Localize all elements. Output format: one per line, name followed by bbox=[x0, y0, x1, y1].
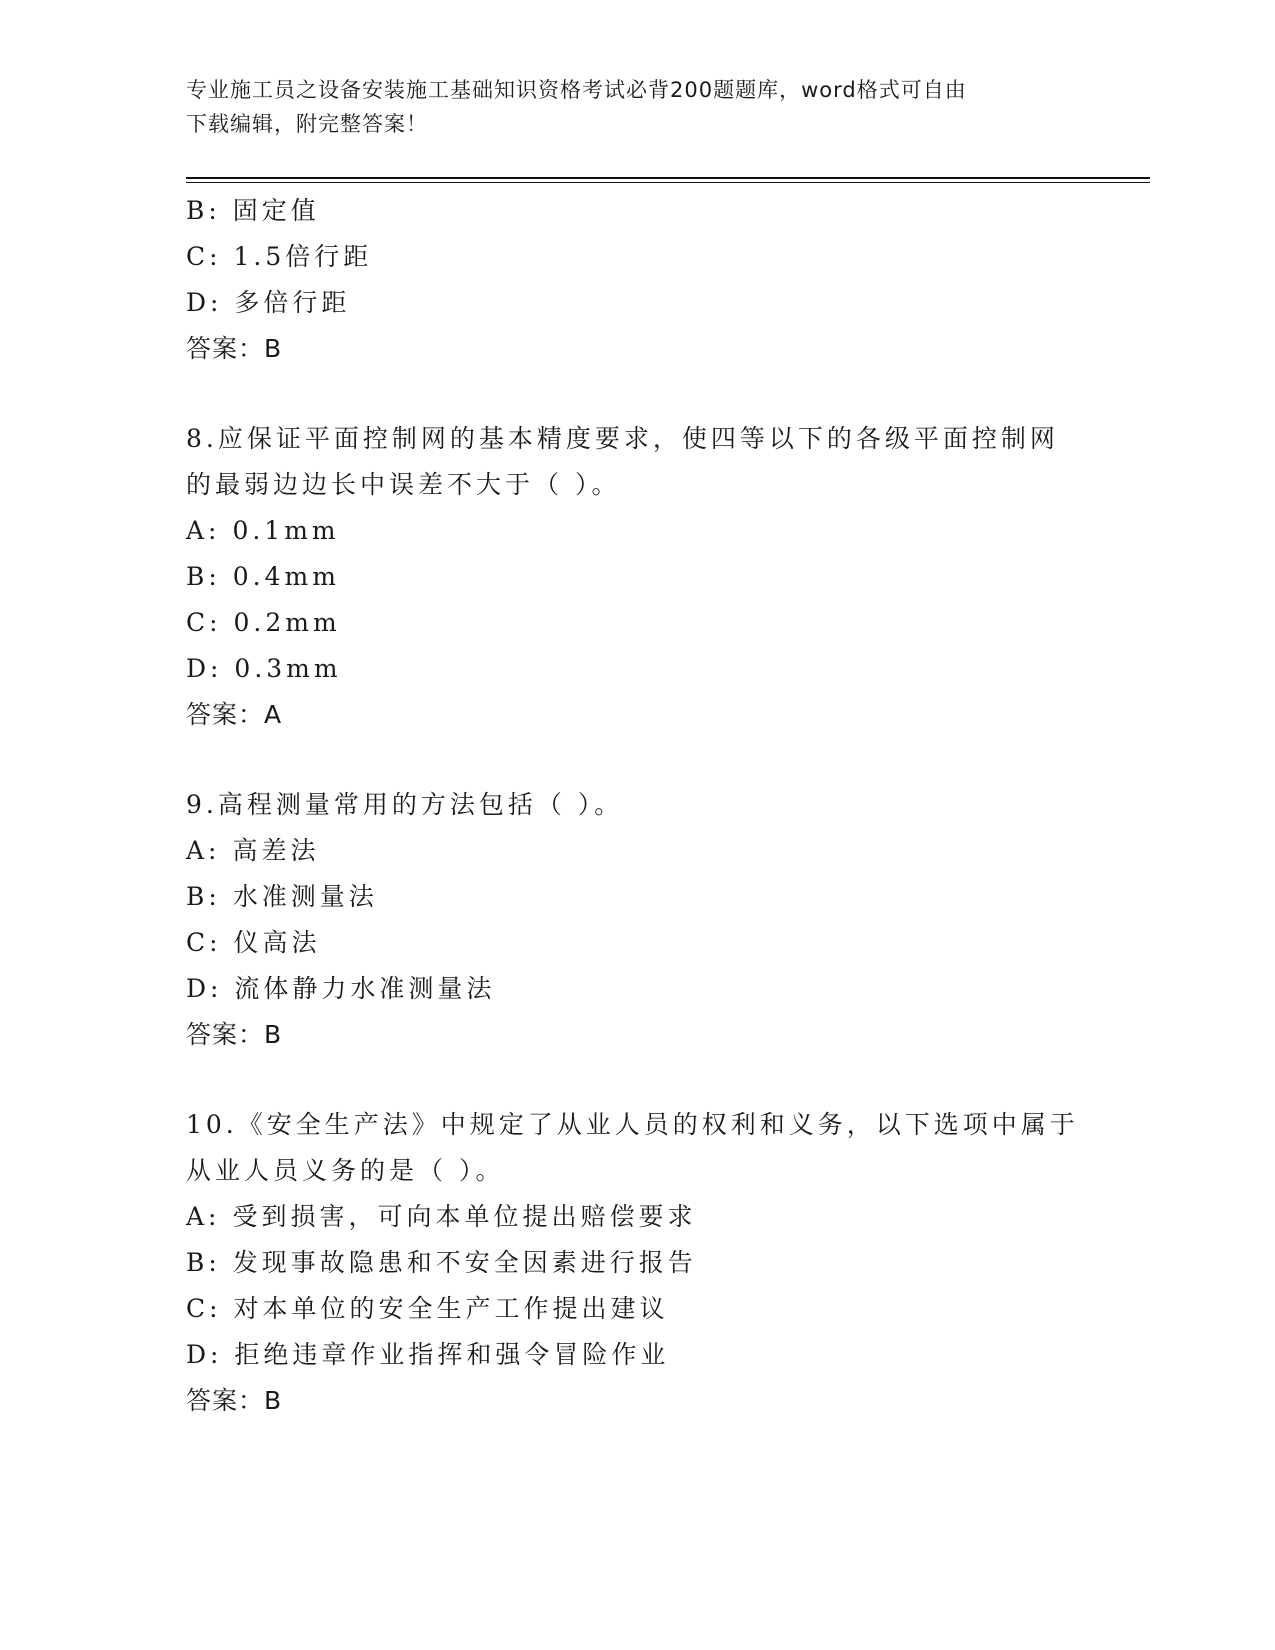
header-title-line-1: 专业施工员之设备安装施工基础知识资格考试必背200题题库，word格式可自由 bbox=[186, 78, 967, 102]
answer-line: 答案：A bbox=[186, 700, 283, 729]
option-c: C: 0.2mm bbox=[186, 608, 341, 637]
option-b: B: 固定值 bbox=[186, 196, 320, 225]
question-7 bbox=[186, 188, 1086, 372]
document-header bbox=[186, 73, 1086, 141]
answer-line: 答案：B bbox=[186, 1020, 283, 1049]
question-stem-line-1: 9.高程测量常用的方法包括（ ）。 bbox=[186, 790, 624, 819]
option-d: D: 多倍行距 bbox=[186, 288, 351, 317]
option-c: C: 1.5倍行距 bbox=[186, 242, 373, 271]
option-b: B: 发现事故隐患和不安全因素进行报告 bbox=[186, 1248, 697, 1277]
option-d: D: 流体静力水准测量法 bbox=[186, 974, 496, 1003]
option-d: D: 0.3mm bbox=[186, 654, 342, 683]
option-a: A: 高差法 bbox=[186, 836, 320, 865]
question-stem-line-1: 10.《安全生产法》中规定了从业人员的权利和义务，以下选项中属于 bbox=[186, 1110, 1079, 1139]
answer-line: 答案：B bbox=[186, 334, 283, 363]
question-stem-line-2: 从业人员义务的是（ ）。 bbox=[186, 1156, 505, 1185]
header-title-line-2: 下载编辑，附完整答案！ bbox=[186, 112, 428, 136]
header-rule-thin bbox=[186, 182, 1150, 183]
option-a: A: 0.1mm bbox=[186, 516, 340, 545]
option-a: A: 受到损害，可向本单位提出赔偿要求 bbox=[186, 1202, 697, 1231]
option-c: C: 仪高法 bbox=[186, 928, 321, 957]
option-d: D: 拒绝违章作业指挥和强令冒险作业 bbox=[186, 1340, 670, 1369]
question-10 bbox=[186, 1102, 1086, 1424]
question-stem-line-2: 的最弱边边长中误差不大于（ ）。 bbox=[186, 470, 621, 499]
option-c: C: 对本单位的安全生产工作提出建议 bbox=[186, 1294, 669, 1323]
answer-line: 答案：B bbox=[186, 1386, 283, 1415]
option-b: B: 水准测量法 bbox=[186, 882, 378, 911]
question-8 bbox=[186, 416, 1086, 738]
question-list bbox=[186, 188, 1086, 1424]
header-rule-thick bbox=[186, 177, 1150, 179]
option-b: B: 0.4mm bbox=[186, 562, 340, 591]
question-9 bbox=[186, 782, 1086, 1058]
question-stem-line-1: 8.应保证平面控制网的基本精度要求，使四等以下的各级平面控制网 bbox=[186, 424, 1059, 453]
